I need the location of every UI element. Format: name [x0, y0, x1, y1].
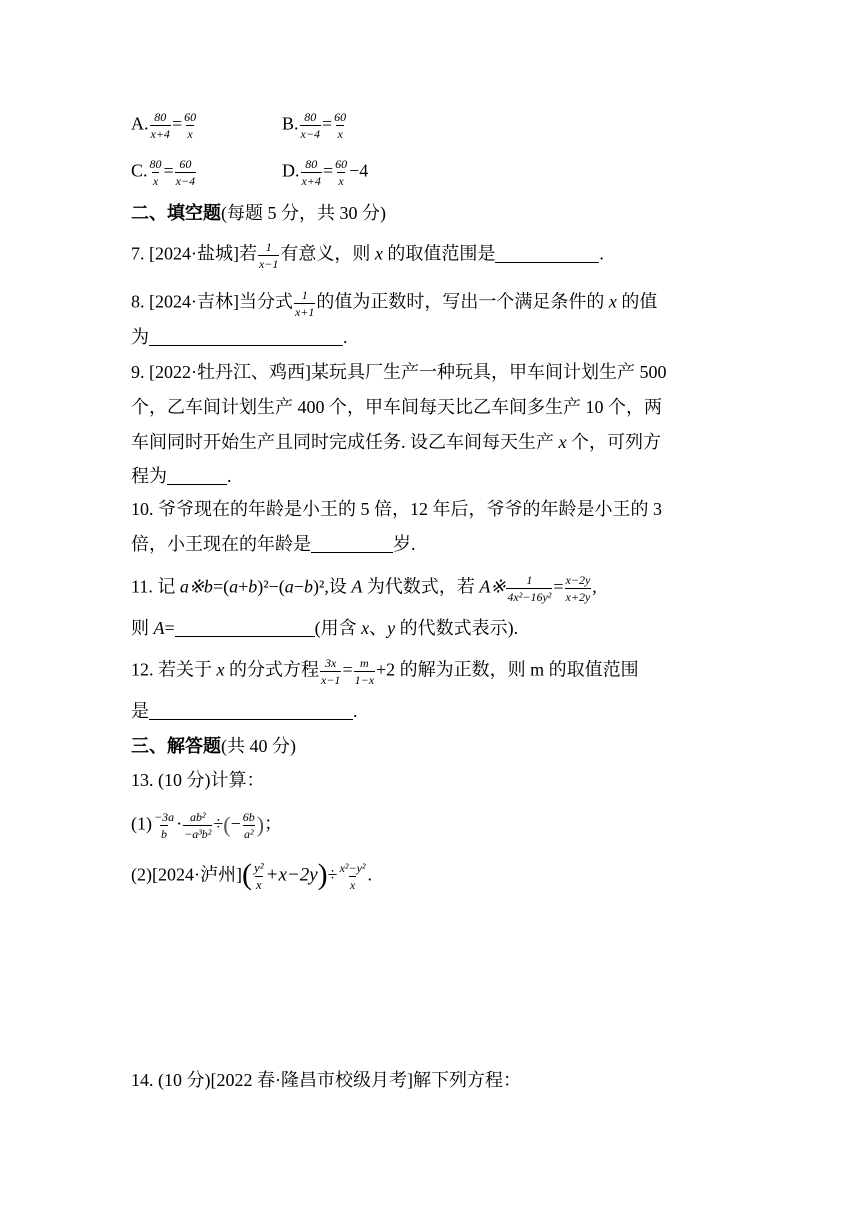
fraction: $\frac{1}{x+1}$: [294, 288, 315, 319]
fraction: $\frac{1}{x-1}$: [258, 240, 279, 271]
right-paren: ): [317, 857, 328, 891]
question-11: 11. 记 a※b=(a+b)²−(a−b)²,设 A 为代数式，若 A※ $\frac{1}{\text{4x²−16y²}}$ = $\frac{x-2y}{x+2y}$ ,: [131, 573, 597, 604]
fraction: $\frac{\text{x²−y²}}{x}$: [339, 861, 366, 892]
option-a: A. $\frac{80}{x+4}$ = $\frac{60}{x}$: [131, 110, 197, 141]
option-d: D. $\frac{80}{x+4}$ = $\frac{60}{x}$ −4: [282, 157, 369, 188]
answer-blank[interactable]: [167, 466, 227, 485]
section-heading-solutions: 三、解答题(共 40 分): [131, 736, 296, 756]
question-9-line3: 车间同时开始生产且同时完成任务. 设乙车间每天生产 x 个，可列方: [131, 432, 661, 452]
option-b: B. $\frac{80}{x-4}$ = $\frac{60}{x}$: [282, 110, 347, 141]
fraction: $\frac{80}{x-4}$: [300, 110, 320, 141]
fraction: $\frac{60}{x-4}$: [175, 157, 196, 188]
fraction: $\frac{6b}{\text{a²}}$: [242, 810, 255, 841]
section-heading-fill-in: 二、填空题(每题 5 分，共 30 分): [131, 203, 386, 223]
question-9-line4: 程为 .: [131, 466, 232, 486]
question-9-line2: 个，乙车间计划生产 400 个，甲车间每天比乙车间多生产 10 个，两: [131, 397, 662, 417]
left-paren: (: [241, 857, 252, 891]
fraction: $\frac{60}{x}$: [334, 110, 347, 141]
question-13-part2: (2)[2024·泸州]( $\frac{\text{y²}}{x}$ +x−2y)÷ $\frac{\text{x²−y²}}{x}$ .: [131, 857, 373, 892]
fraction: $\frac{-3a}{b}$: [154, 810, 175, 841]
question-11-line2: 则 A= (用含 x、y 的代数式表示).: [131, 618, 519, 638]
question-8: 8. [2024·吉林]当分式 $\frac{1}{x+1}$ 的值为正数时，写出一个满足条件的 x 的值: [131, 288, 658, 319]
question-13-part1: (1) $\frac{-3a}{b}$ · $\frac{\text{ab²}}{\text{−a³b²}}$ ÷(− $\frac{6b}{\text{a²}}$ )；: [131, 810, 283, 841]
question-13: 13. (10 分)计算：: [131, 770, 265, 790]
fraction: $\frac{3x}{x-1}$: [321, 656, 341, 687]
fraction: $\frac{80}{x+4}$: [301, 157, 321, 188]
fraction: $\frac{60}{x}$: [335, 157, 348, 188]
fraction: $\frac{x-2y}{x+2y}$: [565, 573, 591, 604]
question-10: 10. 爷爷现在的年龄是小王的 5 倍，12 年后，爷爷的年龄是小王的 3: [131, 499, 662, 519]
option-c: C. $\frac{80}{x}$ = $\frac{60}{x-4}$: [131, 157, 196, 188]
question-8-line2: 为 .: [131, 327, 348, 347]
answer-blank[interactable]: [311, 534, 393, 553]
answer-blank[interactable]: [149, 701, 353, 720]
answer-blank[interactable]: [149, 327, 343, 346]
fraction: $\frac{\text{ab²}}{\text{−a³b²}}$: [184, 810, 212, 841]
question-14: 14. (10 分)[2022 春·隆昌市校级月考]解下列方程：: [131, 1070, 521, 1090]
question-12-line2: 是 .: [131, 701, 358, 721]
question-10-line2: 倍，小王现在的年龄是 岁.: [131, 534, 416, 554]
answer-blank[interactable]: [495, 244, 599, 263]
right-paren: ): [256, 811, 265, 837]
fraction: $\frac{80}{x}$: [149, 157, 162, 188]
fraction: $\frac{80}{x+4}$: [150, 110, 170, 141]
question-9: 9. [2022·牡丹江、鸡西]某玩具厂生产一种玩具，甲车间计划生产 500: [131, 362, 667, 382]
question-12: 12. 若关于 x 的分式方程 $\frac{3x}{x-1}$ = $\frac{m}{1-x}$ +2 的解为正数，则 m 的取值范围: [131, 656, 639, 687]
question-7: 7. [2024·盐城]若 $\frac{1}{x-1}$ 有意义，则 x 的取值范围是 .: [131, 240, 604, 271]
answer-blank[interactable]: [175, 618, 315, 637]
fraction: $\frac{\text{y²}}{x}$: [253, 860, 264, 892]
fraction: $\frac{1}{\text{4x²−16y²}}$: [507, 573, 552, 604]
left-paren: (: [223, 811, 231, 837]
fraction: $\frac{60}{x}$: [184, 110, 197, 141]
fraction: $\frac{m}{1-x}$: [354, 656, 375, 687]
